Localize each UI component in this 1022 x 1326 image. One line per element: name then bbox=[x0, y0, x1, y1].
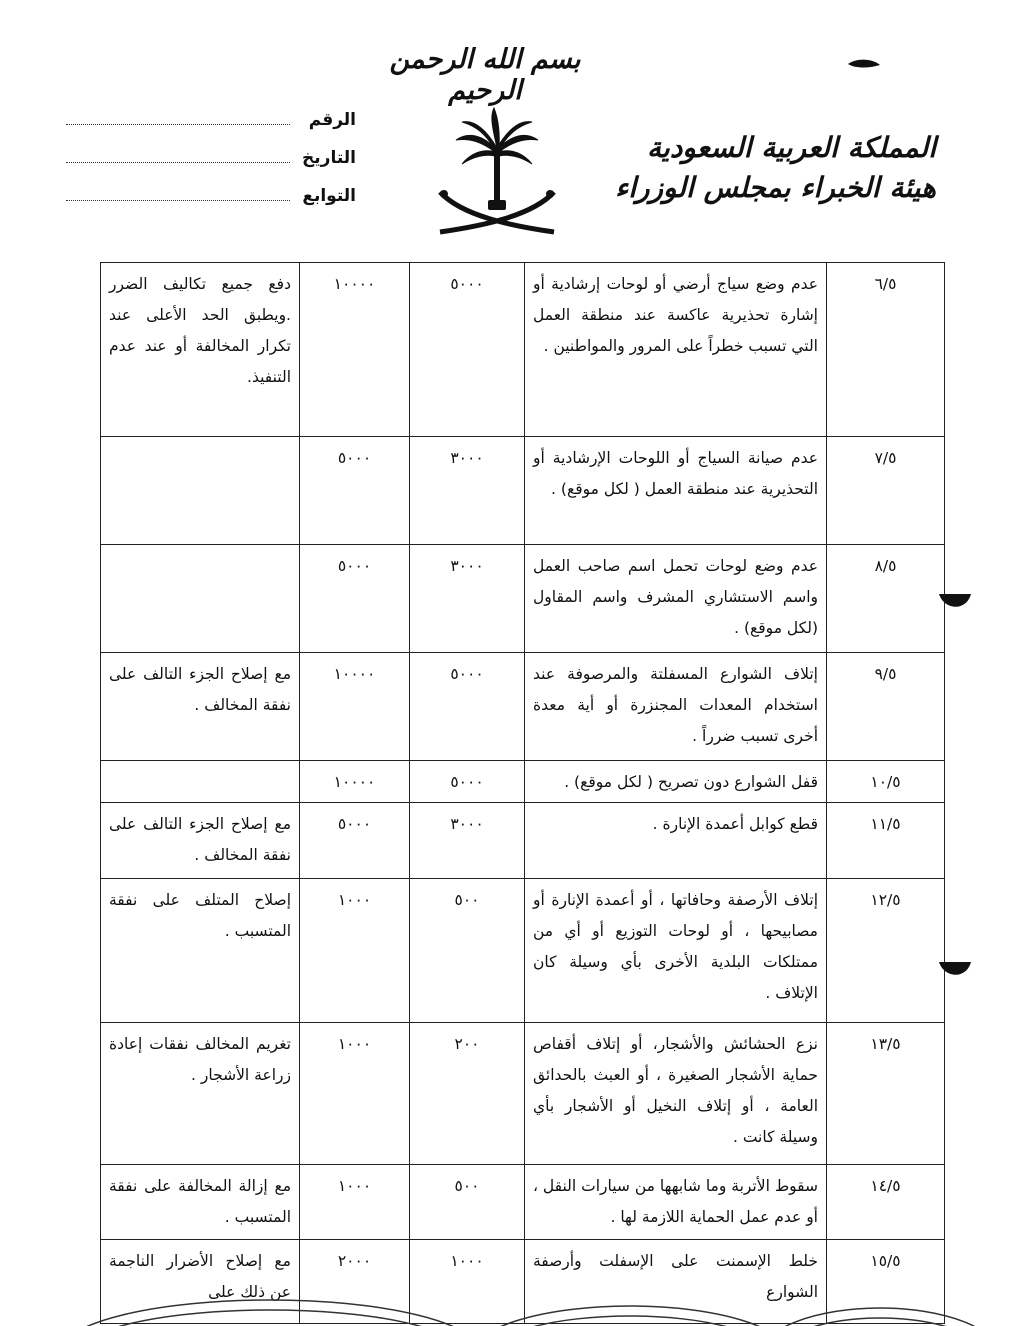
table-row bbox=[101, 545, 945, 653]
fine-maximum: ٥٠٠٠ bbox=[300, 803, 410, 879]
violation-description: عدم صيانة السياج أو اللوحات الإرشادية أو التحذيرية عند منطقة العمل ( لكل موقع) . bbox=[525, 437, 827, 545]
fine-minimum: ٢٠٠ bbox=[410, 1023, 525, 1165]
fine-minimum: ٥٠٠ bbox=[410, 879, 525, 1023]
fine-minimum: ٥٠٠٠ bbox=[410, 653, 525, 761]
reference-number-line bbox=[66, 110, 290, 125]
reference-number-label: الرقم bbox=[308, 110, 356, 130]
saudi-emblem-icon bbox=[432, 104, 562, 240]
organization-heading bbox=[615, 128, 936, 208]
item-number: ١٣/٥ bbox=[827, 1023, 945, 1165]
additional-penalty: إصلاح المتلف على نفقة المتسبب . bbox=[101, 879, 300, 1023]
table-row bbox=[101, 263, 945, 437]
violation-description: إتلاف الأرصفة وحافاتها ، أو أعمدة الإنارة أو مصابيحها ، أو لوحات التوزيع أو أي من ممتلكات البلدية الأخرى بأي وسيلة كان الإتلاف . bbox=[525, 879, 827, 1023]
violation-description: نزع الحشائش والأشجار، أو إتلاف أقفاص حماية الأشجار الصغيرة ، أو العبث بالحدائق العامة ، أو إتلاف النخيل أو الأشجار بأي وسيلة كانت . bbox=[525, 1023, 827, 1165]
additional-penalty bbox=[101, 545, 300, 653]
item-number: ١٥/٥ bbox=[827, 1240, 945, 1324]
additional-penalty: مع إصلاح الجزء التالف على نفقة المخالف . bbox=[101, 653, 300, 761]
item-number: ٧/٥ bbox=[827, 437, 945, 545]
violation-description: سقوط الأتربة وما شابهها من سيارات النقل ، أو عدم عمل الحماية اللازمة لها . bbox=[525, 1165, 827, 1240]
additional-penalty: تغريم المخالف نفقات إعادة زراعة الأشجار . bbox=[101, 1023, 300, 1165]
basmala: بسم الله الرحمن الرحيم bbox=[389, 44, 581, 106]
violation-description: عدم وضع لوحات تحمل اسم صاحب العمل واسم الاستشاري المشرف واسم المقاول (لكل موقع) . bbox=[525, 545, 827, 653]
additional-penalty bbox=[101, 437, 300, 545]
fine-maximum: ٥٠٠٠ bbox=[300, 545, 410, 653]
additional-penalty: مع إصلاح الجزء التالف على نفقة المخالف . bbox=[101, 803, 300, 879]
additional-penalty: دفع جميع تكاليف الضرر .ويطبق الحد الأعلى عند تكرار المخالفة أو عند عدم التنفيذ. bbox=[101, 263, 300, 437]
violation-description: إتلاف الشوارع المسفلتة والمرصوفة عند استخدام المعدات المجنزرة أو أية معدة أخرى تسبب ضرراً . bbox=[525, 653, 827, 761]
attachments-label: التوابع bbox=[302, 186, 356, 206]
reference-number-field bbox=[66, 110, 356, 148]
table-row bbox=[101, 1023, 945, 1165]
fine-minimum: ٣٠٠٠ bbox=[410, 437, 525, 545]
item-number: ٩/٥ bbox=[827, 653, 945, 761]
violation-description: خلط الإسمنت على الإسفلت وأرصفة الشوارع bbox=[525, 1240, 827, 1324]
item-number: ٨/٥ bbox=[827, 545, 945, 653]
fine-minimum: ٥٠٠٠ bbox=[410, 761, 525, 803]
fine-minimum: ٥٠٠ bbox=[410, 1165, 525, 1240]
table-row bbox=[101, 1165, 945, 1240]
table-row bbox=[101, 879, 945, 1023]
item-number: ١٢/٥ bbox=[827, 879, 945, 1023]
fine-maximum: ١٠٠٠ bbox=[300, 879, 410, 1023]
attachments-line bbox=[66, 186, 290, 201]
fine-maximum: ١٠٠٠ bbox=[300, 1165, 410, 1240]
item-number: ١٠/٥ bbox=[827, 761, 945, 803]
table-row bbox=[101, 803, 945, 879]
fine-maximum: ١٠٠٠٠ bbox=[300, 653, 410, 761]
item-number: ٦/٥ bbox=[827, 263, 945, 437]
date-label: التاريخ bbox=[302, 148, 356, 168]
scan-mark-icon bbox=[846, 56, 882, 72]
table-row bbox=[101, 653, 945, 761]
date-line bbox=[66, 148, 290, 163]
fine-minimum: ١٠٠٠ bbox=[410, 1240, 525, 1324]
punch-hole-icon bbox=[938, 960, 972, 980]
fine-maximum: ١٠٠٠٠ bbox=[300, 761, 410, 803]
punch-hole-icon bbox=[938, 592, 972, 612]
item-number: ١٤/٥ bbox=[827, 1165, 945, 1240]
date-field bbox=[66, 148, 356, 186]
attachments-field bbox=[66, 186, 356, 224]
fine-maximum: ٥٠٠٠ bbox=[300, 437, 410, 545]
official-stamp-icon bbox=[40, 1290, 1000, 1326]
org-country: المملكة العربية السعودية bbox=[647, 131, 936, 164]
violation-description: قطع كوابل أعمدة الإنارة . bbox=[525, 803, 827, 879]
violations-table bbox=[100, 262, 945, 1324]
table-row bbox=[101, 761, 945, 803]
fine-maximum: ١٠٠٠ bbox=[300, 1023, 410, 1165]
additional-penalty: مع إصلاح الأضرار الناجمة عن ذلك على bbox=[101, 1240, 300, 1324]
violation-description: عدم وضع سياج أرضي أو لوحات إرشادية أو إشارة تحذيرية عاكسة عند منطقة العمل التي تسبب خطراً على المرور والمواطنين . bbox=[525, 263, 827, 437]
additional-penalty: مع إزالة المخالفة على نفقة المتسبب . bbox=[101, 1165, 300, 1240]
item-number: ١١/٥ bbox=[827, 803, 945, 879]
violation-description: قفل الشوارع دون تصريح ( لكل موقع) . bbox=[525, 761, 827, 803]
reference-fields bbox=[66, 110, 356, 224]
additional-penalty bbox=[101, 761, 300, 803]
fine-minimum: ٣٠٠٠ bbox=[410, 803, 525, 879]
table-row bbox=[101, 437, 945, 545]
org-authority: هيئة الخبراء بمجلس الوزراء bbox=[615, 171, 936, 204]
fine-minimum: ٣٠٠٠ bbox=[410, 545, 525, 653]
fine-minimum: ٥٠٠٠ bbox=[410, 263, 525, 437]
fine-maximum: ١٠٠٠٠ bbox=[300, 263, 410, 437]
fine-maximum: ٢٠٠٠ bbox=[300, 1240, 410, 1324]
